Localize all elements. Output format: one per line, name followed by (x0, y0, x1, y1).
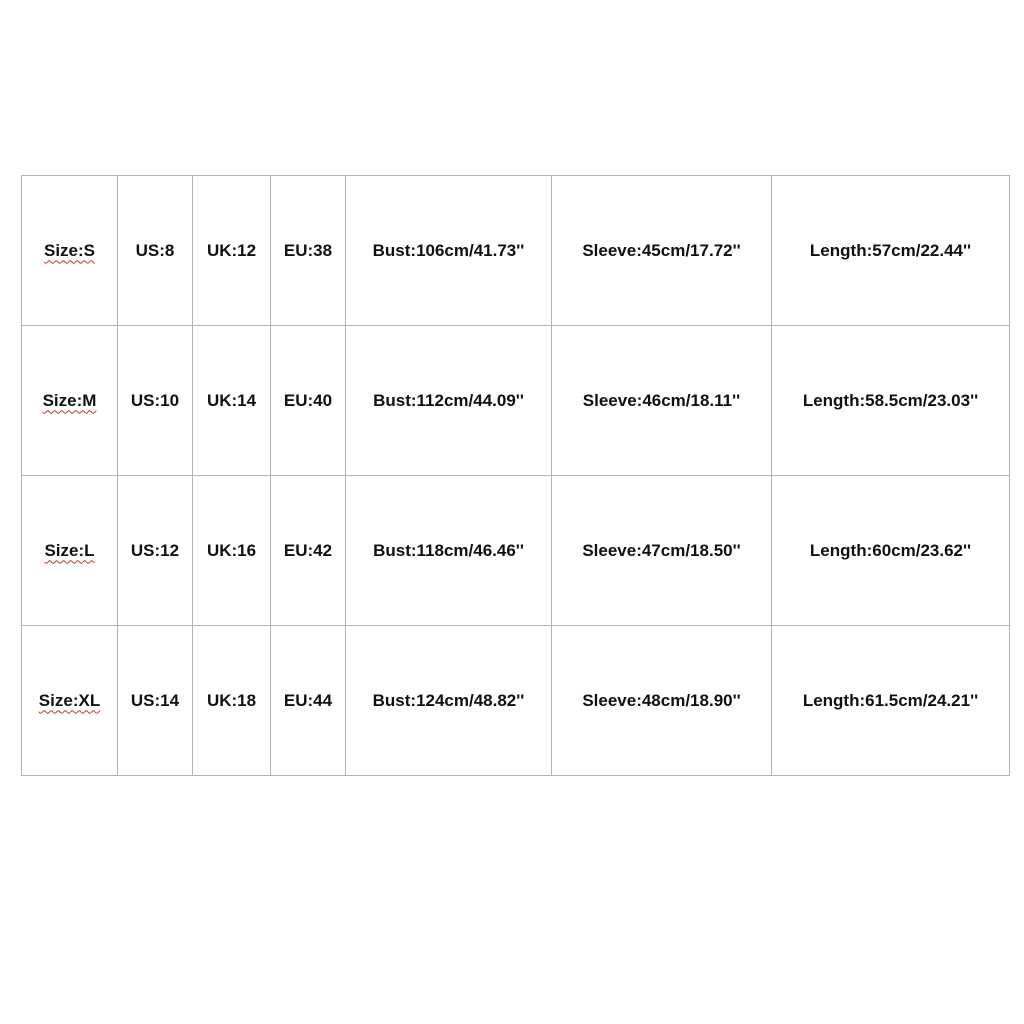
eu-size-cell: EU:38 (271, 176, 346, 326)
size-label: Size:L (44, 540, 95, 560)
uk-size-cell: UK:14 (193, 326, 271, 476)
size-cell (22, 326, 118, 476)
sleeve-cell: Sleeve:48cm/18.90'' (552, 626, 772, 776)
size-label: Size:XL (38, 690, 101, 710)
size-cell (22, 476, 118, 626)
table-row (22, 176, 1010, 326)
us-size-cell: US:8 (118, 176, 193, 326)
us-size-cell: US:14 (118, 626, 193, 776)
bust-cell: Bust:118cm/46.46'' (346, 476, 552, 626)
sleeve-cell: Sleeve:46cm/18.11'' (552, 326, 772, 476)
us-size-cell: US:12 (118, 476, 193, 626)
eu-size-cell: EU:44 (271, 626, 346, 776)
sleeve-cell: Sleeve:47cm/18.50'' (552, 476, 772, 626)
size-label: Size:M (42, 390, 97, 410)
size-label: Size:S (43, 240, 96, 260)
uk-size-cell: UK:16 (193, 476, 271, 626)
bust-cell: Bust:112cm/44.09'' (346, 326, 552, 476)
size-chart-table (21, 175, 1010, 776)
eu-size-cell: EU:42 (271, 476, 346, 626)
bust-cell: Bust:106cm/41.73'' (346, 176, 552, 326)
us-size-cell: US:10 (118, 326, 193, 476)
table-row (22, 476, 1010, 626)
length-cell: Length:58.5cm/23.03'' (772, 326, 1010, 476)
sleeve-cell: Sleeve:45cm/17.72'' (552, 176, 772, 326)
length-cell: Length:60cm/23.62'' (772, 476, 1010, 626)
length-cell: Length:61.5cm/24.21'' (772, 626, 1010, 776)
uk-size-cell: UK:18 (193, 626, 271, 776)
size-cell (22, 176, 118, 326)
size-cell (22, 626, 118, 776)
table-row (22, 626, 1010, 776)
uk-size-cell: UK:12 (193, 176, 271, 326)
bust-cell: Bust:124cm/48.82'' (346, 626, 552, 776)
length-cell: Length:57cm/22.44'' (772, 176, 1010, 326)
eu-size-cell: EU:40 (271, 326, 346, 476)
table-row (22, 326, 1010, 476)
